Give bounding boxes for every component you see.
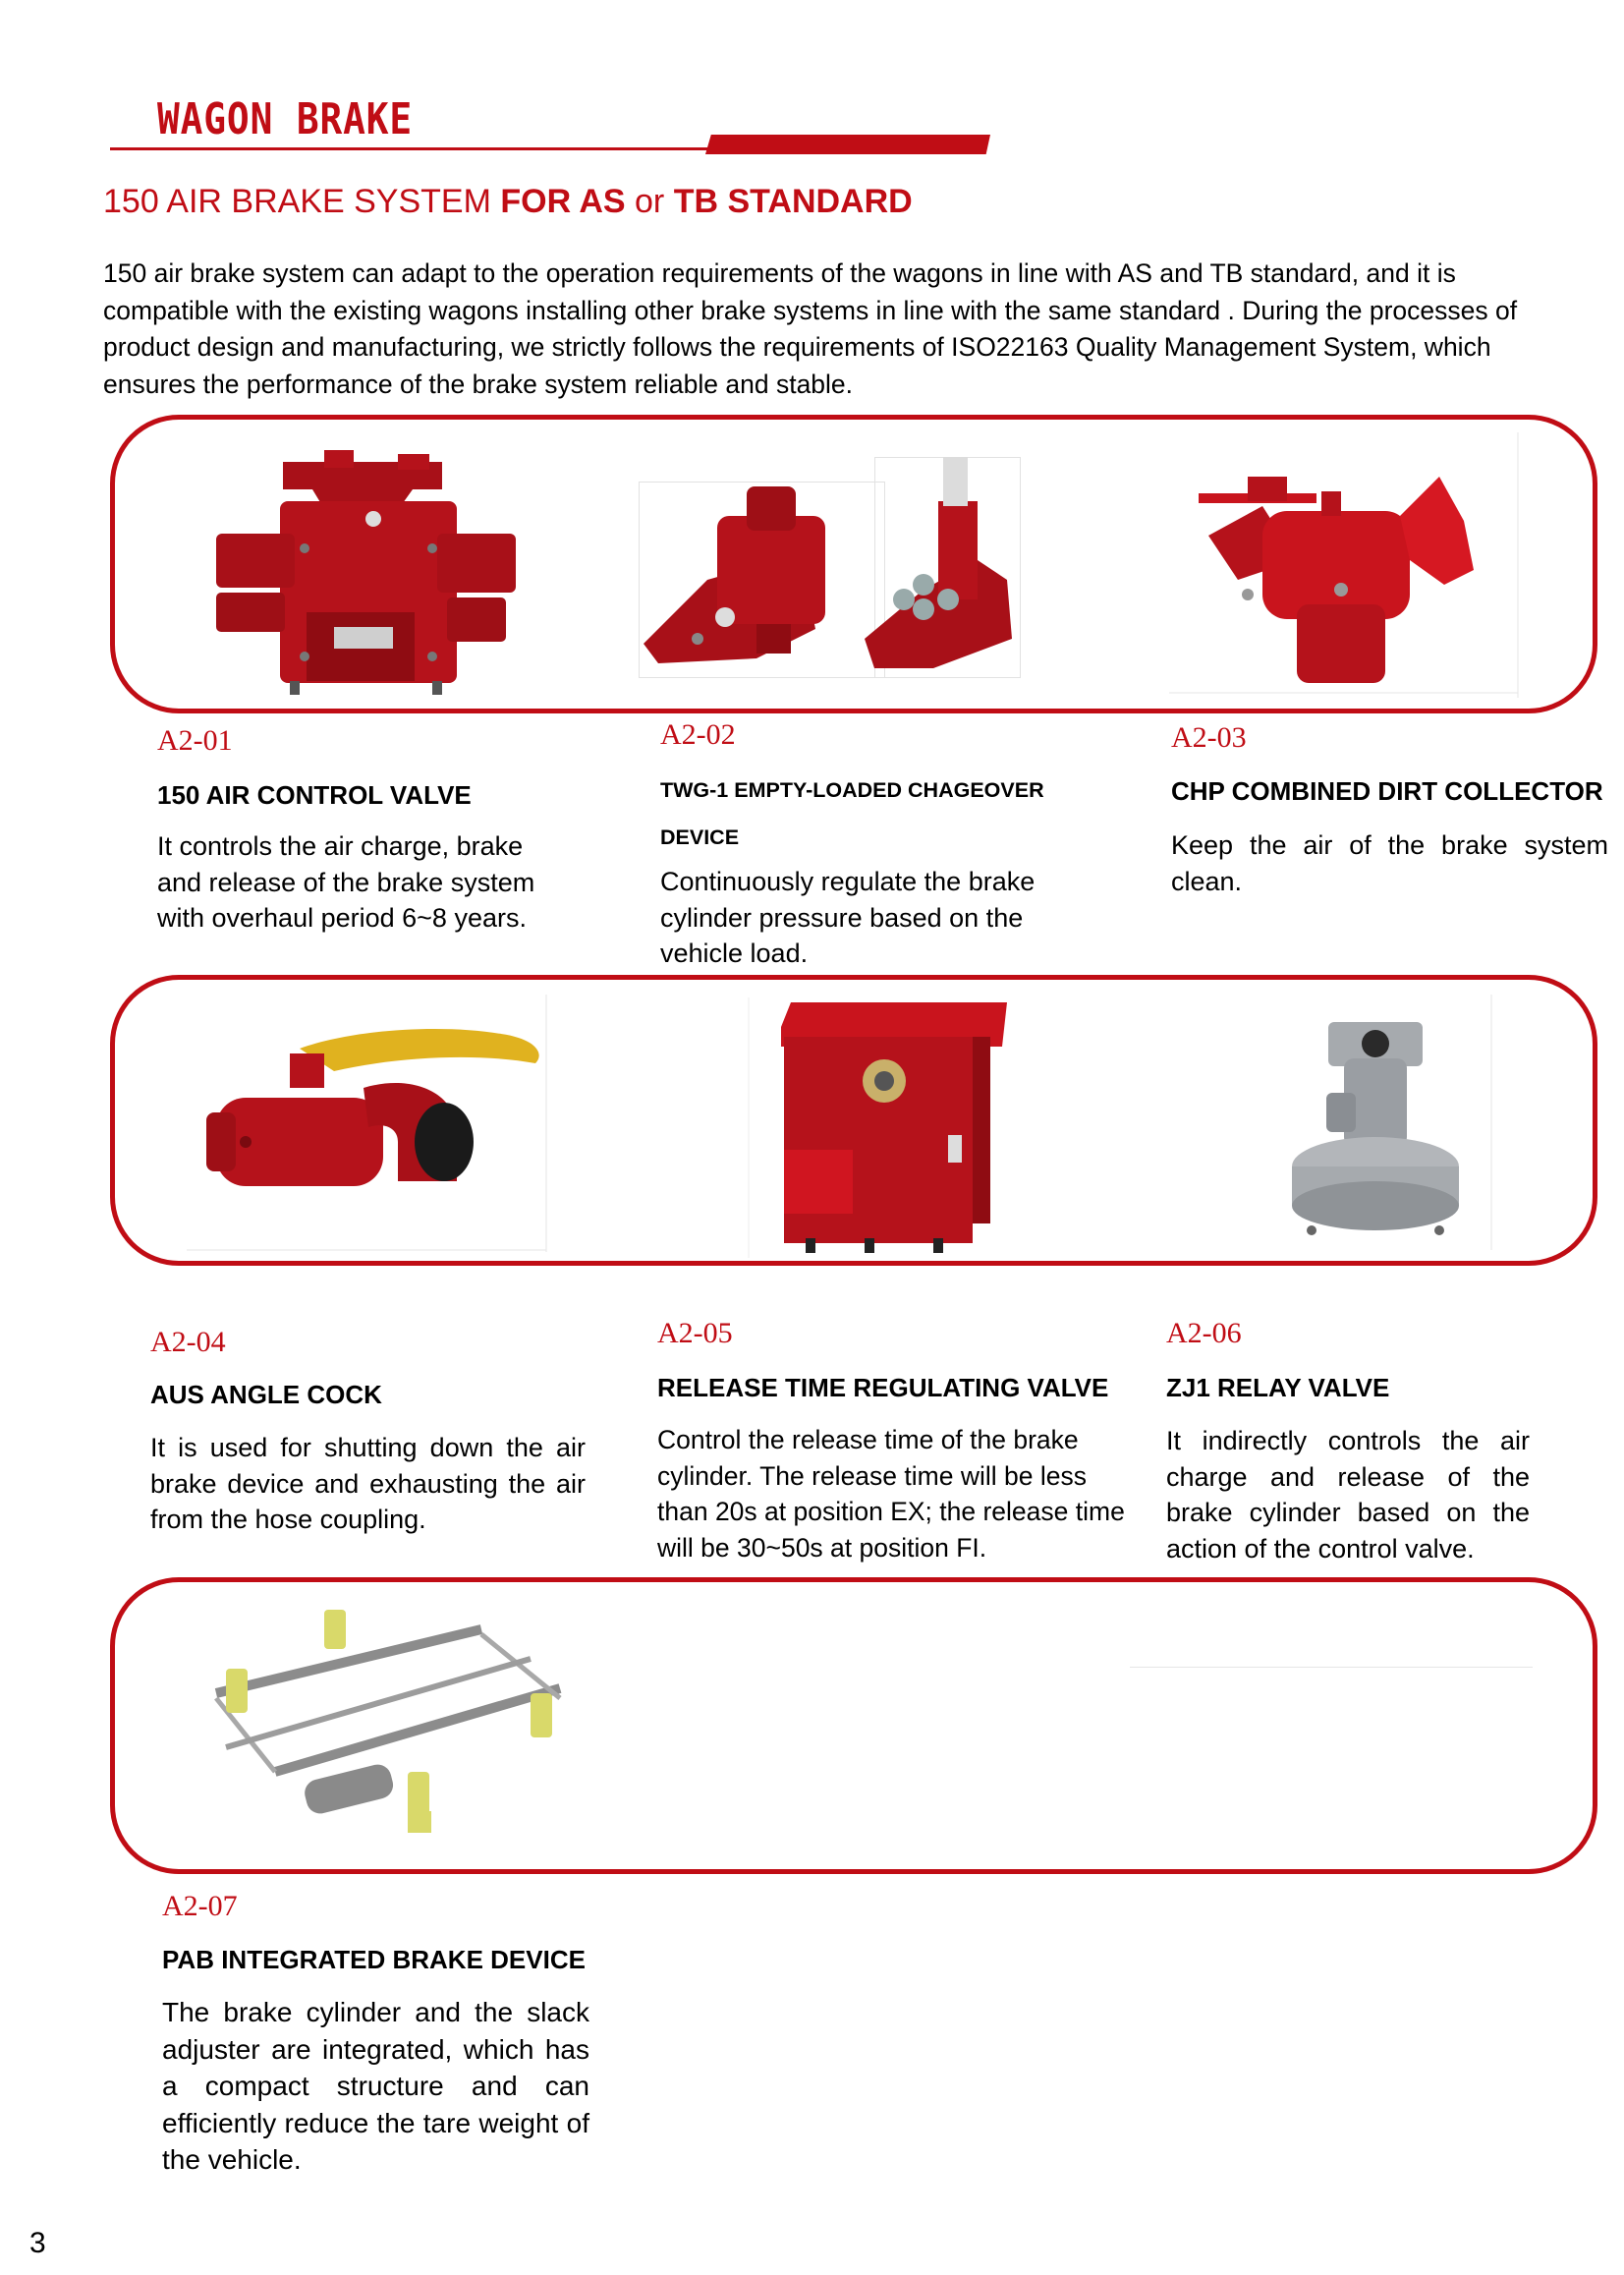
dirt-collector-photo bbox=[1169, 432, 1523, 698]
product-description: Control the release time of the brake cylinder. The release time will be less than 20s at position EX; the release time will be 30~50s at position FI. bbox=[657, 1425, 1125, 1563]
product-code: A2-03 bbox=[1171, 721, 1247, 754]
regulating-valve-photo bbox=[747, 997, 1022, 1258]
subtitle-part-bold: FOR AS bbox=[500, 183, 626, 220]
product-description: Continuously regulate the brake cylinder pressure based on the vehicle load. bbox=[660, 867, 1036, 968]
faint-divider bbox=[1130, 1667, 1533, 1668]
product-name: ZJ1 RELAY VALVE bbox=[1166, 1373, 1390, 1402]
product-name: TWG-1 EMPTY-LOADED CHAGEOVER DEVICE bbox=[660, 778, 1044, 849]
air-control-valve-photo bbox=[196, 440, 531, 701]
relay-valve-photo bbox=[1267, 995, 1493, 1250]
product-name: RELEASE TIME REGULATING VALVE bbox=[657, 1373, 1109, 1402]
angle-cock-photo bbox=[187, 995, 548, 1252]
product-code: A2-01 bbox=[157, 724, 233, 757]
title-accent-bar bbox=[705, 135, 990, 154]
product-name: AUS ANGLE COCK bbox=[150, 1380, 382, 1409]
subtitle-part: 150 AIR BRAKE SYSTEM bbox=[103, 183, 501, 220]
product-code: A2-07 bbox=[162, 1890, 238, 1922]
product-description: It controls the air charge, brake and release of the brake system with overhaul period 6~8 years. bbox=[157, 831, 535, 933]
product-name: PAB INTEGRATED BRAKE DEVICE bbox=[162, 1945, 586, 1974]
subtitle-part-bold: TB STANDARD bbox=[673, 183, 913, 220]
product-description: It is used for shutting down the air brake device and exhausting the air from the hose coupling. bbox=[150, 1433, 586, 1534]
section-subtitle bbox=[103, 183, 913, 221]
changeover-device-photo bbox=[639, 452, 1022, 678]
product-code: A2-02 bbox=[660, 718, 736, 751]
product-description: It indirectly controls the air charge and release of the brake cylinder based on the action of the control valve. bbox=[1166, 1426, 1530, 1564]
product-code: A2-06 bbox=[1166, 1317, 1242, 1349]
product-description: Keep the air of the brake system clean. bbox=[1171, 830, 1608, 896]
subtitle-part: or bbox=[625, 183, 674, 220]
product-code: A2-04 bbox=[150, 1326, 226, 1358]
intro-paragraph: 150 air brake system can adapt to the operation requirements of the wagons in line with AS and TB standard, and it is compatible with the existing wagons installing other brake systems in line with the same standard . During the processes of product design and manufacturing, we strictly follows the requirements of ISO22163 Quality Management System, which ensures the performance of the brake system reliable and stable. bbox=[103, 258, 1518, 399]
page-title: WAGON BRAKE bbox=[157, 94, 414, 144]
product-code: A2-05 bbox=[657, 1317, 733, 1349]
integrated-brake-device-photo bbox=[196, 1600, 570, 1855]
page-number: 3 bbox=[29, 2227, 46, 2259]
product-description: The brake cylinder and the slack adjuster are integrated, which has a compact structure and can efficiently reduce the tare weight of the vehicle. bbox=[162, 1997, 589, 2175]
title-underline bbox=[110, 147, 711, 150]
product-name: 150 AIR CONTROL VALVE bbox=[157, 780, 472, 810]
product-name: CHP COMBINED DIRT COLLECTOR bbox=[1171, 776, 1603, 806]
